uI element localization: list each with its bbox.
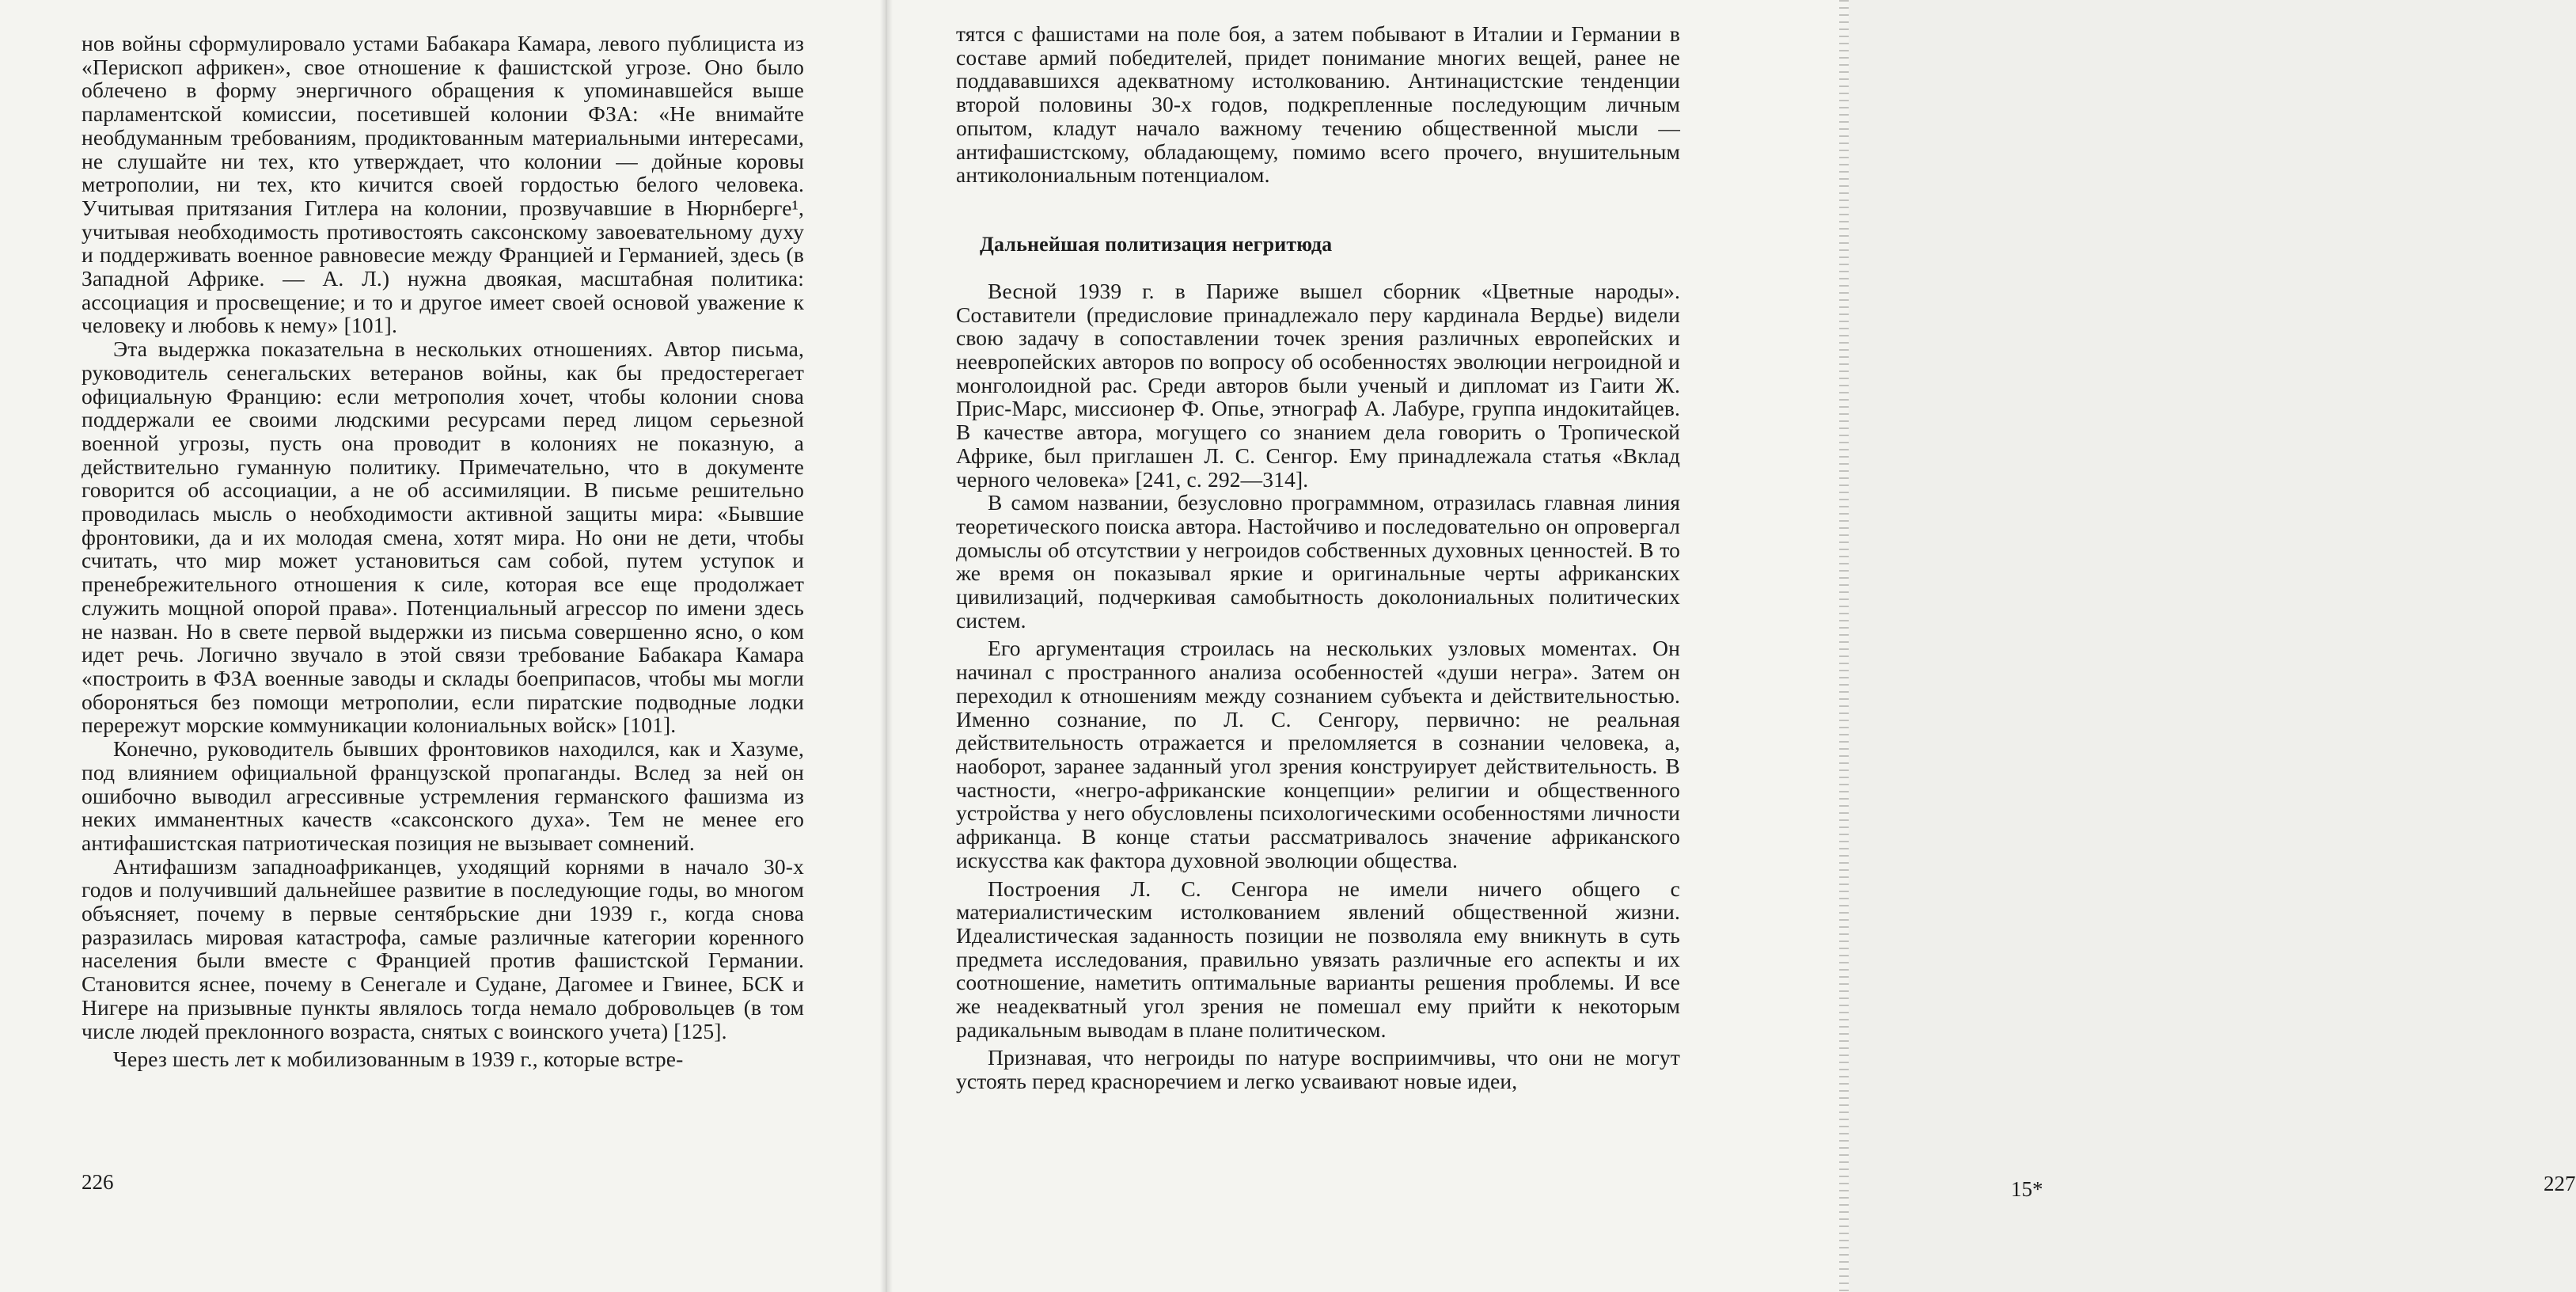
left-page bbox=[0, 0, 886, 1292]
signature-mark: 15* bbox=[2011, 1177, 2043, 1201]
book-spine-shadow bbox=[880, 0, 893, 1292]
paragraph: Весной 1939 г. в Париже вышел сборник «Цветные народы». Составители (предисловие принадлежало перу кардинала Вердье) видели свою задачу в сопоставлении точек зрения различных европейских и неевропейских авторов по вопросу об особенностях эволюции негроидной и монголоидной рас. Среди авторов были ученый и дипломат из Гаити Ж. Прис-Марс, миссионер Ф. Опье, этнограф А. Лабуре, группа индокитайцев. В качестве автора, могущего со знанием дела говорить о Тропической Африке, был приглашен Л. С. Сенгор. Ему принадлежала статья «Вклад черного человека» [241, с. 292—314]. bbox=[956, 278, 1680, 492]
paragraph: Через шесть лет к мобилизованным в 1939 г., которые встре- bbox=[113, 1047, 684, 1072]
paragraph: Признавая, что негроиды по натуре восприимчивы, что они не могут устоять перед красноречием и легко усваивают новые идеи, bbox=[956, 1045, 1680, 1094]
paragraph: Построения Л. С. Сенгора не имели ничего общего с материалистическим истолкованием явлений общественной жизни. Идеалистическая заданность позиции не позволяла ему вникнуть в суть предмета исследования, правильно увязать различные его аспекты и их соотношение, наметить оптимальные варианты решения проблемы. И все же неадекватный угол зрения не помешал ему прийти к некоторым радикальным выводам в плане политическом. bbox=[956, 876, 1680, 1042]
page-number-right: 227 bbox=[2544, 1172, 2576, 1195]
page-number-left: 226 bbox=[82, 1170, 114, 1194]
paragraph: Эта выдержка показательна в нескольких отношениях. Автор письма, руководитель сенегальских ветеранов войны, как бы предостерегает официальную Францию: если метрополия хочет, чтобы колонии снова поддержали ее своими людскими ресурсами перед лицом серьезной военной угрозы, пусть она проводит в колониях не показную, а действительно гуманную политику. Примечательно, что в документе говорится об ассоциации, а не об ассимиляции. В письме решительно проводилась мысль о необходимости активной защиты мира: «Бывшие фронтовики, да и их молодая смена, хотят мира. Но они не дети, чтобы считать, что мир может установиться сам собой, путем уступок и пренебрежительного отношения к силе, которая все еще продолжает служить мощной опорой права». Потенциальный агрессор по имени здесь не назван. Но в свете первой выдержки из письма совершенно ясно, о ком идет речь. Логично звучало в этой связи требование Бабакара Камара «построить в ФЗА военные заводы и склады боеприпасов, чтобы мы могли обороняться без помощи метрополии, если пиратские подводные лодки перережут морские коммуникации колониальных войск» [101]. bbox=[82, 336, 804, 738]
paragraph: В самом названии, безусловно программном, отразилась главная линия теоретического поиска автора. Настойчиво и последовательно он опровергал домыслы об отсутствии у негроидов собственных духовных ценностей. В то же время он показывал яркие и оригинальные черты африканских цивилизаций, подчеркивая самобытность доколониальных политических систем. bbox=[956, 490, 1680, 633]
section-heading: Дальнейшая политизация негритюда bbox=[980, 232, 1333, 256]
right-text-column bbox=[956, 22, 1680, 1093]
page-edge bbox=[1839, 0, 1849, 1292]
paragraph: нов войны сформулировало устами Бабакара Камара, левого публициста из «Перископ африкен», свое отношение к фашистской угрозе. Оно было облечено в форму энергичного обращения к упоминавшейся выше парламентской комиссии, посетившей колонии ФЗА: «Не внимайте необдуманным требованиям, продиктованным материальными интересами, не слушайте ни тех, кто утверждает, что колонии — дойные коровы метрополии, ни тех, кто кичится своей гордостью белого человека. Учитывая притязания Гитлера на колонии, прозвучавшие в Нюрнберге¹, учитывая необходимость противостоять саксонскому завоевательному духу и поддерживать военное равновесие между Францией и Германией, здесь (в Западной Африке. — А. Л.) нужна двоякая, масштабная политика: ассоциация и просвещение; и то и другое имеет своей основой уважение к человеку и любовь к нему» [101]. bbox=[82, 31, 804, 338]
left-text-column bbox=[82, 32, 804, 1071]
paragraph: Антифашизм западноафриканцев, уходящий корнями в начало 30-х годов и получивший дальнейшее развитие в последующие годы, во многом объясняет, почему в первые сентябрьские дни 1939 г., когда снова разразилась мировая катастрофа, самые различные категории коренного населения были вместе с Францией против фашистской Германии. Становится яснее, почему в Сенегале и Судане, Дагомее и Гвинее, БСК и Нигере на призывные пункты являлось тогда немало добровольцев (в том числе людей преклонного возраста, снятых с воинского учета) [125]. bbox=[82, 853, 804, 1043]
right-page bbox=[886, 0, 2576, 1292]
paragraph: Его аргументация строилась на нескольких узловых моментах. Он начинал с пространного анализа особенностей «души негра». Затем он переходил к отношениям между сознанием субъекта и действительностью. Именно сознание, по Л. С. Сенгору, первично: не реальная действительность отражается и преломляется в сознании человека, а, наоборот, заранее заданный угол зрения конструирует действительность. В частности, «негро-африканские концепции» религии и общественного устройства у него обусловлены психологическими особенностями личности африканца. В конце статьи рассматривалось значение африканского искусства как фактора духовной эволюции общества. bbox=[956, 636, 1680, 872]
paragraph: тятся с фашистами на поле боя, а затем побывают в Италии и Германии в составе армий победителей, придет понимание многих вещей, ранее не поддававшихся адекватному истолкованию. Антинацистские тенденции второй половины 30-х годов, подкрепленные последующим личным опытом, кладут начало важному течению общественной мысли — антифашистскому, обладающему, помимо всего прочего, внушительным антиколониальным потенциалом. bbox=[956, 21, 1680, 188]
paragraph: Конечно, руководитель бывших фронтовиков находился, как и Хазуме, под влиянием официальной французской пропаганды. Вслед за ней он ошибочно выводил агрессивные устремления германского фашизма из неких имманентных качеств «саксонского духа». Тем не менее его антифашистская патриотическая позиция не вызывает сомнений. bbox=[82, 736, 804, 855]
